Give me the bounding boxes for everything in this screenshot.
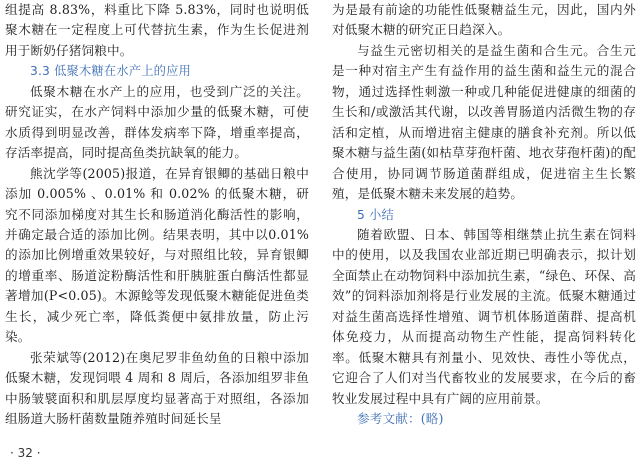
references-note: 参考文献：(略): [357, 411, 444, 427]
left-column: [5, 0, 309, 430]
paragraph-aqua-2: 熊沈学等(2005)报道，在异育银鲫的基础日粮中添加 0.005% 、0.01% 和 0.02% 的低聚木糖，研究不同添加梯度对其生长和肠道消化酶活性的影响，并确定最合适的添加比例。结果表明，其中以0.01%的添加比例增重效果较好，与对照组比较，异育银鲫的增重率、肠道淀粉酶活性和肝胰脏蛋白酶活性都显著增加(P<0.05)。木源鲶等发现低聚木糖能促进鱼类生长，减少死亡率，降低粪便中氨排放量，防止污染。: [5, 165, 309, 345]
paragraph-intro-tail: 组提高 8.83%，料重比下降 5.83%，同时也说明低聚木糖在一定程度上可代替抗生素，作为生长促进剂用于断奶仔猪饲粮中。: [5, 2, 309, 58]
paragraph-aqua-3: 张荣斌等(2012)在奥尼罗非鱼幼鱼的日粮中添加低聚木糖，发现饲喂 4 周和 8 周后，各添加组罗非鱼中肠皱襞面积和肌层厚度均显著高于对照组，各添加组肠道大肠杆菌数量随养殖时间延长呈: [5, 349, 309, 427]
paragraph-continuation: 为是最有前途的功能性低聚糖益生元，因此，国内外对低聚木糖的研究正日趋深入。: [332, 2, 636, 38]
paragraph-aqua-1: 低聚木糖在水产上的应用，也受到广泛的关注。研究证实，在水产饲料中添加少量的低聚木糖，可使水质得到明显改善，群体发病率下降，增重率提高，存活率提高，同时提高鱼类抗缺氧的能力。: [5, 83, 309, 161]
right-column: [332, 0, 636, 430]
section-5-heading: 5 小结: [357, 207, 394, 222]
section-3-3-heading: 3.3 低聚木糖在水产上的应用: [30, 64, 191, 79]
page-number: · 32 ·: [10, 446, 41, 460]
paragraph-summary: 随着欧盟、日本、韩国等相继禁止抗生素在饲料中的使用，以及我国农业部近期已明确表示，拟计划全面禁止在动物饲料中添加抗生素，“绿色、环保、高效”的饲料添加剂将是行业发展的主流。低聚木糖通过对益生菌高选择性增殖、调节机体肠道菌群、提高机体免疫力，从而提高动物生产性能，提高饲料转化率。低聚木糖具有剂量小、见效快、毒性小等优点，它迎合了人们对当代畜牧业的发展要求，在今后的畜牧业发展过程中具有广阔的应用前景。: [332, 226, 636, 406]
paragraph-synbiotic: 与益生元密切相关的是益生菌和合生元。合生元是一种对宿主产生有益作用的益生菌和益生元的混合物，通过选择性刺激一种或几种能促进健康的细菌的生长和/或激活其代谢，以改善胃肠道内活微生物的存活和定植，从而增进宿主健康的膳食补充剂。所以低聚木糖与益生菌(如枯草芽孢杆菌、地衣芽孢杆菌)的配合使用，协同调节肠道菌群组成，促进宿主生长繁殖，是低聚木糖未来发展的趋势。: [332, 42, 636, 202]
